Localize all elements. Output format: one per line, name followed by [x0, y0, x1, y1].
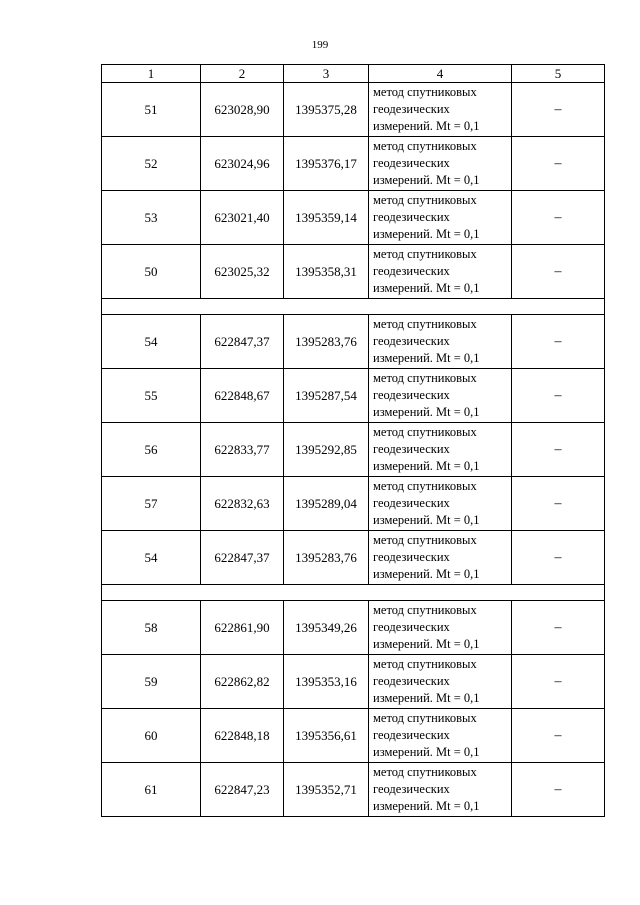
header-col-2: 2	[201, 65, 284, 83]
table-row	[102, 601, 605, 655]
y-coordinate-cell: 1395353,16	[284, 655, 369, 709]
table-body	[102, 83, 605, 817]
note-cell: –	[512, 477, 605, 531]
method-line: геодезических	[373, 782, 450, 796]
note-cell: –	[512, 315, 605, 369]
point-number-cell: 56	[102, 423, 201, 477]
note-cell: –	[512, 709, 605, 763]
method-line: метод спутниковых	[373, 765, 477, 779]
x-coordinate-cell: 622862,82	[201, 655, 284, 709]
y-coordinate-cell: 1395283,76	[284, 315, 369, 369]
method-line: измерений. Mt = 0,1	[373, 799, 480, 813]
method-line: метод спутниковых	[373, 317, 477, 331]
method-line: геодезических	[373, 102, 450, 116]
method-line: измерений. Mt = 0,1	[373, 691, 480, 705]
method-line: измерений. Mt = 0,1	[373, 405, 480, 419]
method-line: метод спутниковых	[373, 603, 477, 617]
method-line: метод спутниковых	[373, 193, 477, 207]
method-line: измерений. Mt = 0,1	[373, 281, 480, 295]
header-col-3: 3	[284, 65, 369, 83]
method-line: геодезических	[373, 210, 450, 224]
note-cell: –	[512, 245, 605, 299]
point-number-cell: 60	[102, 709, 201, 763]
y-coordinate-cell: 1395283,76	[284, 531, 369, 585]
method-line: геодезических	[373, 334, 450, 348]
table-row	[102, 369, 605, 423]
point-number-cell: 52	[102, 137, 201, 191]
method-line: метод спутниковых	[373, 657, 477, 671]
table-row	[102, 83, 605, 137]
method-cell	[369, 423, 512, 477]
method-cell	[369, 245, 512, 299]
header-col-4: 4	[369, 65, 512, 83]
x-coordinate-cell: 622848,18	[201, 709, 284, 763]
method-line: измерений. Mt = 0,1	[373, 567, 480, 581]
method-line: метод спутниковых	[373, 371, 477, 385]
point-number-cell: 51	[102, 83, 201, 137]
method-line: измерений. Mt = 0,1	[373, 745, 480, 759]
method-line: метод спутниковых	[373, 425, 477, 439]
method-line: измерений. Mt = 0,1	[373, 513, 480, 527]
method-line: геодезических	[373, 728, 450, 742]
point-number-cell: 57	[102, 477, 201, 531]
y-coordinate-cell: 1395358,31	[284, 245, 369, 299]
group-separator-cell	[102, 299, 605, 315]
x-coordinate-cell: 622847,37	[201, 531, 284, 585]
method-cell	[369, 763, 512, 817]
point-number-cell: 54	[102, 531, 201, 585]
table-row	[102, 655, 605, 709]
method-cell	[369, 191, 512, 245]
method-line: геодезических	[373, 496, 450, 510]
x-coordinate-cell: 622861,90	[201, 601, 284, 655]
note-cell: –	[512, 601, 605, 655]
method-line: измерений. Mt = 0,1	[373, 637, 480, 651]
note-cell: –	[512, 191, 605, 245]
method-line: измерений. Mt = 0,1	[373, 173, 480, 187]
x-coordinate-cell: 623021,40	[201, 191, 284, 245]
method-line: метод спутниковых	[373, 711, 477, 725]
method-line: метод спутниковых	[373, 247, 477, 261]
point-number-cell: 59	[102, 655, 201, 709]
note-cell: –	[512, 369, 605, 423]
y-coordinate-cell: 1395289,04	[284, 477, 369, 531]
page-number: 199	[311, 39, 329, 51]
table-row	[102, 763, 605, 817]
method-line: геодезических	[373, 620, 450, 634]
x-coordinate-cell: 622847,37	[201, 315, 284, 369]
method-line: геодезических	[373, 388, 450, 402]
y-coordinate-cell: 1395359,14	[284, 191, 369, 245]
table-row	[102, 315, 605, 369]
method-line: измерений. Mt = 0,1	[373, 459, 480, 473]
coordinates-table	[101, 64, 605, 817]
x-coordinate-cell: 622833,77	[201, 423, 284, 477]
method-line: геодезических	[373, 674, 450, 688]
point-number-cell: 54	[102, 315, 201, 369]
point-number-cell: 53	[102, 191, 201, 245]
table-row	[102, 191, 605, 245]
point-number-cell: 61	[102, 763, 201, 817]
table-header-row	[102, 65, 605, 83]
table-row	[102, 477, 605, 531]
table-row	[102, 245, 605, 299]
method-cell	[369, 655, 512, 709]
x-coordinate-cell: 623028,90	[201, 83, 284, 137]
x-coordinate-cell: 622832,63	[201, 477, 284, 531]
table-row	[102, 137, 605, 191]
method-line: геодезических	[373, 156, 450, 170]
x-coordinate-cell: 623025,32	[201, 245, 284, 299]
method-line: геодезических	[373, 442, 450, 456]
y-coordinate-cell: 1395349,26	[284, 601, 369, 655]
y-coordinate-cell: 1395356,61	[284, 709, 369, 763]
method-cell	[369, 531, 512, 585]
note-cell: –	[512, 763, 605, 817]
note-cell: –	[512, 137, 605, 191]
x-coordinate-cell: 622847,23	[201, 763, 284, 817]
y-coordinate-cell: 1395376,17	[284, 137, 369, 191]
method-line: метод спутниковых	[373, 533, 477, 547]
method-line: измерений. Mt = 0,1	[373, 119, 480, 133]
method-cell	[369, 83, 512, 137]
method-line: измерений. Mt = 0,1	[373, 351, 480, 365]
y-coordinate-cell: 1395292,85	[284, 423, 369, 477]
method-line: метод спутниковых	[373, 139, 477, 153]
note-cell: –	[512, 531, 605, 585]
y-coordinate-cell: 1395375,28	[284, 83, 369, 137]
table-row	[102, 709, 605, 763]
y-coordinate-cell: 1395352,71	[284, 763, 369, 817]
method-cell	[369, 709, 512, 763]
group-separator-row	[102, 585, 605, 601]
y-coordinate-cell: 1395287,54	[284, 369, 369, 423]
note-cell: –	[512, 83, 605, 137]
method-line: метод спутниковых	[373, 479, 477, 493]
method-cell	[369, 137, 512, 191]
point-number-cell: 55	[102, 369, 201, 423]
method-cell	[369, 477, 512, 531]
point-number-cell: 50	[102, 245, 201, 299]
method-line: геодезических	[373, 550, 450, 564]
header-col-5: 5	[512, 65, 605, 83]
x-coordinate-cell: 622848,67	[201, 369, 284, 423]
method-line: геодезических	[373, 264, 450, 278]
table-row	[102, 531, 605, 585]
method-cell	[369, 369, 512, 423]
method-cell	[369, 601, 512, 655]
header-col-1: 1	[102, 65, 201, 83]
table-row	[102, 423, 605, 477]
note-cell: –	[512, 655, 605, 709]
x-coordinate-cell: 623024,96	[201, 137, 284, 191]
group-separator-cell	[102, 585, 605, 601]
point-number-cell: 58	[102, 601, 201, 655]
group-separator-row	[102, 299, 605, 315]
method-line: измерений. Mt = 0,1	[373, 227, 480, 241]
note-cell: –	[512, 423, 605, 477]
method-cell	[369, 315, 512, 369]
method-line: метод спутниковых	[373, 85, 477, 99]
